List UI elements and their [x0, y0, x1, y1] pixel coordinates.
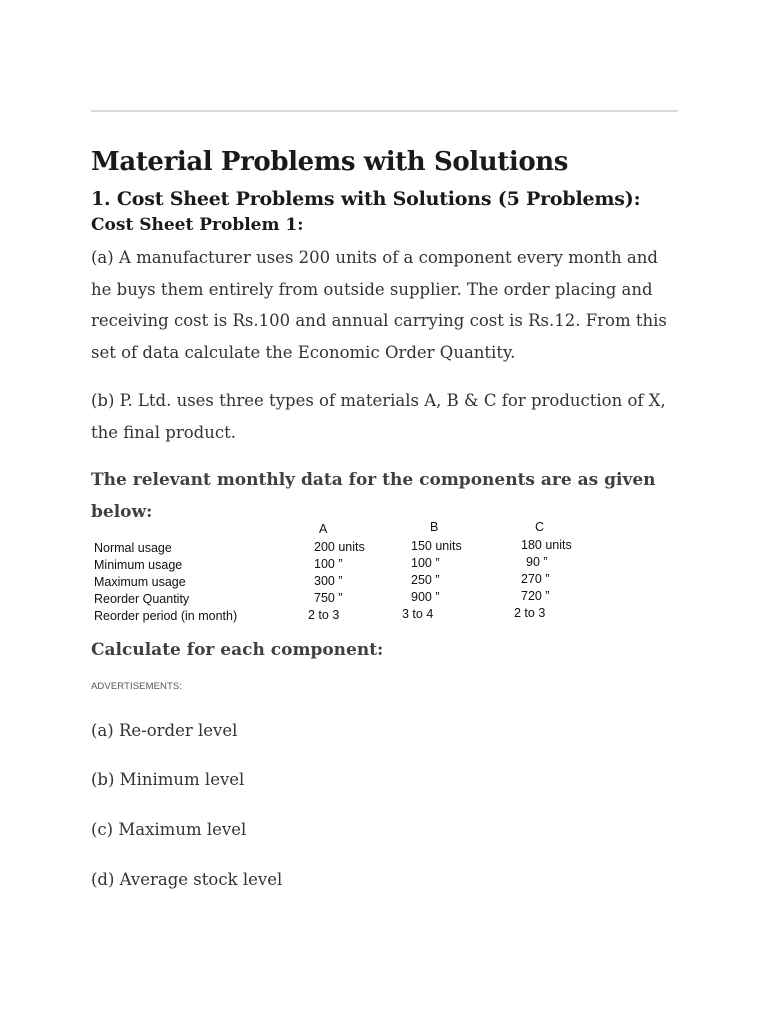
cell-b: 150 units	[411, 539, 462, 553]
component-data-table	[94, 520, 594, 630]
cell-c: 90 ”	[526, 555, 548, 569]
row-label: Minimum usage	[94, 558, 183, 572]
cell-a: 2 to 3	[308, 608, 340, 622]
cell-b: 3 to 4	[402, 607, 434, 621]
top-divider	[91, 110, 678, 112]
calculate-heading: Calculate for each component:	[91, 640, 384, 660]
list-item: (a) Re-order level	[91, 721, 238, 740]
column-header-b: B	[430, 520, 439, 534]
cell-a: 750 ”	[314, 591, 343, 605]
data-lead-text: The relevant monthly data for the components are as given below:	[91, 470, 656, 522]
row-label: Maximum usage	[94, 575, 186, 589]
list-item: (c) Maximum level	[91, 820, 247, 839]
column-header-c: C	[535, 520, 545, 534]
advertisements-label: ADVERTISEMENTS:	[91, 681, 183, 692]
cell-c: 2 to 3	[514, 606, 546, 620]
cell-c: 270 ”	[521, 572, 550, 586]
paragraph-b: (b) P. Ltd. uses three types of materials A, B & C for production of X, the final product.	[91, 391, 666, 442]
list-item: (b) Minimum level	[91, 770, 245, 789]
column-header-a: A	[319, 522, 328, 536]
cell-a: 100 ”	[314, 557, 343, 571]
cell-a: 300 ”	[314, 574, 343, 588]
cell-c: 180 units	[521, 538, 572, 552]
cell-a: 200 units	[314, 540, 365, 554]
cell-c: 720 ”	[521, 589, 550, 603]
page-title: Material Problems with Solutions	[91, 147, 569, 177]
section-heading: 1. Cost Sheet Problems with Solutions (5 Problems):	[91, 188, 641, 210]
row-label: Reorder period (in month)	[94, 609, 238, 623]
cell-b: 100 ”	[411, 556, 440, 570]
paragraph-a: (a) A manufacturer uses 200 units of a component every month and he buys them entirely from outside supplier. The order placing and receiving cost is Rs.100 and annual carrying cost is Rs.12. From this set of data calculate the Economic Order Quantity.	[91, 248, 667, 362]
row-label: Normal usage	[94, 541, 172, 555]
row-label: Reorder Quantity	[94, 592, 190, 606]
cell-b: 900 ”	[411, 590, 440, 604]
problem-heading: Cost Sheet Problem 1:	[91, 215, 304, 235]
list-item: (d) Average stock level	[91, 870, 283, 889]
cell-b: 250 ”	[411, 573, 440, 587]
